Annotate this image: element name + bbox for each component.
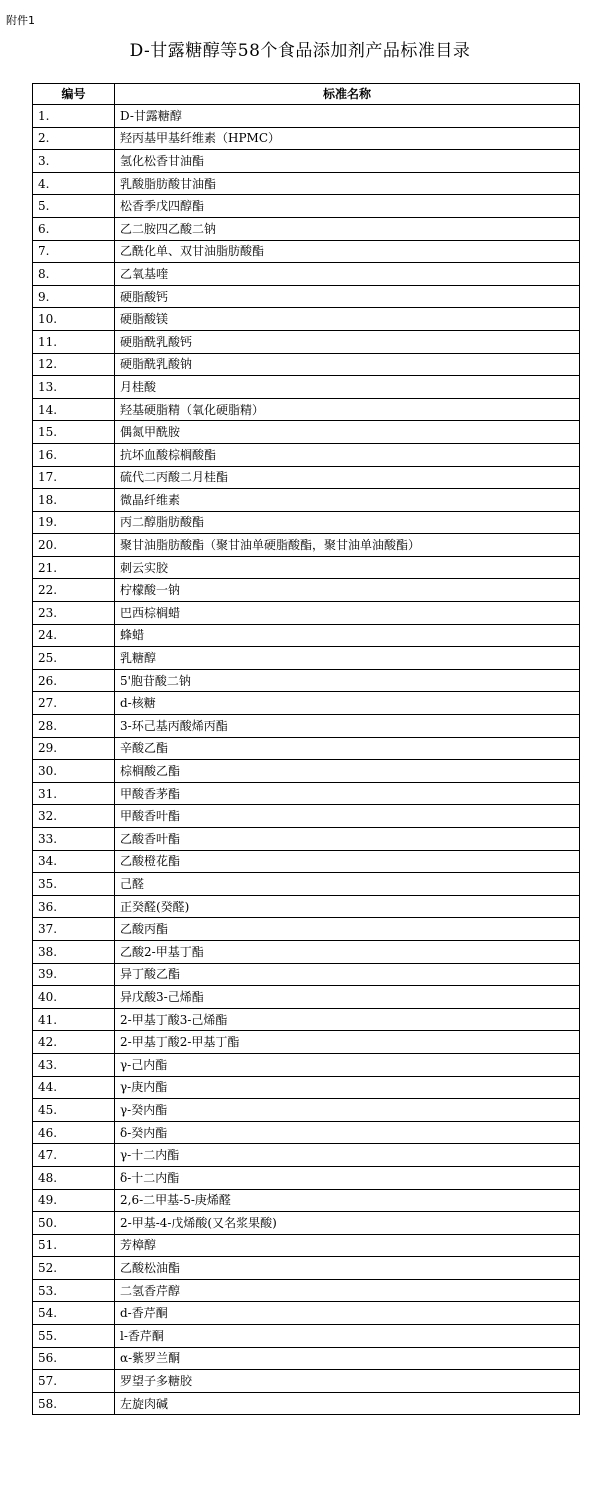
table-row [33, 1234, 580, 1257]
row-standard-name: d-香芹酮 [115, 1302, 580, 1325]
row-number: 2. [33, 127, 115, 150]
table-row [33, 1325, 580, 1348]
row-standard-name: δ-癸内酯 [115, 1121, 580, 1144]
table-row [33, 1347, 580, 1370]
table-row [33, 534, 580, 557]
table-row [33, 1302, 580, 1325]
row-standard-name: 棕榈酸乙酯 [115, 760, 580, 783]
row-standard-name: 乙酸丙酯 [115, 918, 580, 941]
row-standard-name: D-甘露糖醇 [115, 105, 580, 128]
row-number: 10. [33, 308, 115, 331]
table-row [33, 1144, 580, 1167]
row-standard-name: 乳酸脂肪酸甘油酯 [115, 172, 580, 195]
row-number: 32. [33, 805, 115, 828]
row-standard-name: 抗坏血酸棕榈酸酯 [115, 443, 580, 466]
header-number: 编号 [33, 84, 115, 105]
row-standard-name: 氢化松香甘油酯 [115, 150, 580, 173]
table-row [33, 127, 580, 150]
table-row [33, 918, 580, 941]
row-number: 46. [33, 1121, 115, 1144]
row-standard-name: 羟基硬脂精（氧化硬脂精） [115, 398, 580, 421]
row-standard-name: 甲酸香叶酯 [115, 805, 580, 828]
table-row [33, 1189, 580, 1212]
row-standard-name: 3-环己基丙酸烯丙酯 [115, 715, 580, 738]
row-number: 8. [33, 263, 115, 286]
row-number: 34. [33, 850, 115, 873]
row-number: 26. [33, 669, 115, 692]
row-number: 22. [33, 579, 115, 602]
row-standard-name: 羟丙基甲基纤维素（HPMC） [115, 127, 580, 150]
table-row [33, 285, 580, 308]
row-number: 21. [33, 556, 115, 579]
row-number: 33. [33, 828, 115, 851]
row-number: 23. [33, 602, 115, 625]
table-row [33, 1031, 580, 1054]
standards-table [32, 83, 580, 1415]
row-standard-name: 蜂蜡 [115, 624, 580, 647]
row-number: 5. [33, 195, 115, 218]
row-number: 1. [33, 105, 115, 128]
table-row [33, 217, 580, 240]
row-standard-name: γ-己内酯 [115, 1053, 580, 1076]
row-standard-name: γ-癸内酯 [115, 1099, 580, 1122]
table-row [33, 828, 580, 851]
row-number: 58. [33, 1392, 115, 1415]
row-standard-name: 5'胞苷酸二钠 [115, 669, 580, 692]
row-standard-name: 左旋肉碱 [115, 1392, 580, 1415]
row-number: 35. [33, 873, 115, 896]
row-standard-name: 聚甘油脂肪酸酯（聚甘油单硬脂酸酯，聚甘油单油酸酯） [115, 534, 580, 557]
table-row [33, 624, 580, 647]
table-row [33, 330, 580, 353]
table-row [33, 353, 580, 376]
table-row [33, 195, 580, 218]
table-row [33, 1370, 580, 1393]
row-number: 3. [33, 150, 115, 173]
row-number: 50. [33, 1212, 115, 1235]
table-row [33, 172, 580, 195]
row-number: 14. [33, 398, 115, 421]
table-row [33, 805, 580, 828]
row-number: 7. [33, 240, 115, 263]
row-standard-name: 2-甲基丁酸2-甲基丁酯 [115, 1031, 580, 1054]
row-number: 30. [33, 760, 115, 783]
table-row [33, 986, 580, 1009]
row-standard-name: 硬脂酰乳酸钠 [115, 353, 580, 376]
row-standard-name: 乙酸橙花酯 [115, 850, 580, 873]
table-row [33, 873, 580, 896]
table-row [33, 669, 580, 692]
row-standard-name: γ-十二内酯 [115, 1144, 580, 1167]
row-number: 16. [33, 443, 115, 466]
table-row [33, 895, 580, 918]
row-number: 38. [33, 940, 115, 963]
row-number: 54. [33, 1302, 115, 1325]
table-row [33, 692, 580, 715]
row-number: 48. [33, 1166, 115, 1189]
row-number: 55. [33, 1325, 115, 1348]
row-number: 47. [33, 1144, 115, 1167]
table-row [33, 1279, 580, 1302]
row-standard-name: 乳糖醇 [115, 647, 580, 670]
table-row [33, 1212, 580, 1235]
table-row [33, 940, 580, 963]
table-row [33, 1099, 580, 1122]
header-standard-name: 标准名称 [115, 84, 580, 105]
row-number: 42. [33, 1031, 115, 1054]
row-number: 45. [33, 1099, 115, 1122]
row-number: 40. [33, 986, 115, 1009]
row-standard-name: 微晶纤维素 [115, 489, 580, 512]
row-number: 41. [33, 1008, 115, 1031]
row-standard-name: 2-甲基-4-戊烯酸(又名浆果酸) [115, 1212, 580, 1235]
row-number: 17. [33, 466, 115, 489]
row-number: 31. [33, 782, 115, 805]
row-standard-name: 乙酸松油酯 [115, 1257, 580, 1280]
table-row [33, 1076, 580, 1099]
table-row [33, 715, 580, 738]
table-row [33, 1392, 580, 1415]
row-standard-name: 芳樟醇 [115, 1234, 580, 1257]
table-row [33, 308, 580, 331]
row-number: 11. [33, 330, 115, 353]
row-number: 18. [33, 489, 115, 512]
row-standard-name: 乙酸香叶酯 [115, 828, 580, 851]
table-row [33, 105, 580, 128]
row-number: 12. [33, 353, 115, 376]
row-standard-name: 乙二胺四乙酸二钠 [115, 217, 580, 240]
row-standard-name: 异丁酸乙酯 [115, 963, 580, 986]
table-row [33, 489, 580, 512]
table-row [33, 602, 580, 625]
row-number: 19. [33, 511, 115, 534]
table-row [33, 1257, 580, 1280]
row-standard-name: 刺云实胶 [115, 556, 580, 579]
row-standard-name: 异戊酸3-己烯酯 [115, 986, 580, 1009]
row-number: 56. [33, 1347, 115, 1370]
row-number: 13. [33, 376, 115, 399]
row-standard-name: 硫代二丙酸二月桂酯 [115, 466, 580, 489]
row-number: 43. [33, 1053, 115, 1076]
table-row [33, 511, 580, 534]
row-standard-name: 硬脂酸镁 [115, 308, 580, 331]
row-standard-name: 巴西棕榈蜡 [115, 602, 580, 625]
row-standard-name: 偶氮甲酰胺 [115, 421, 580, 444]
table-row [33, 579, 580, 602]
row-standard-name: 罗望子多糖胶 [115, 1370, 580, 1393]
row-standard-name: 二氢香芹醇 [115, 1279, 580, 1302]
table-row [33, 1166, 580, 1189]
row-number: 57. [33, 1370, 115, 1393]
row-standard-name: 己醛 [115, 873, 580, 896]
table-row [33, 240, 580, 263]
table-row [33, 421, 580, 444]
table-row [33, 376, 580, 399]
document-title: D-甘露糖醇等58个食品添加剂产品标准目录 [129, 41, 471, 61]
row-number: 15. [33, 421, 115, 444]
table-header-row [33, 84, 580, 105]
row-standard-name: 2,6-二甲基-5-庚烯醛 [115, 1189, 580, 1212]
table-row [33, 963, 580, 986]
row-number: 49. [33, 1189, 115, 1212]
table-row [33, 466, 580, 489]
row-standard-name: d-核糖 [115, 692, 580, 715]
row-number: 52. [33, 1257, 115, 1280]
row-standard-name: δ-十二内酯 [115, 1166, 580, 1189]
row-number: 20. [33, 534, 115, 557]
row-number: 27. [33, 692, 115, 715]
row-number: 28. [33, 715, 115, 738]
table-row [33, 760, 580, 783]
table-row [33, 647, 580, 670]
row-number: 53. [33, 1279, 115, 1302]
table-row [33, 443, 580, 466]
row-standard-name: 乙酰化单、双甘油脂肪酸酯 [115, 240, 580, 263]
table-row [33, 782, 580, 805]
table-row [33, 850, 580, 873]
row-standard-name: 乙酸2-甲基丁酯 [115, 940, 580, 963]
row-number: 36. [33, 895, 115, 918]
table-row [33, 150, 580, 173]
table-row [33, 1121, 580, 1144]
row-standard-name: 松香季戊四醇酯 [115, 195, 580, 218]
row-standard-name: 辛酸乙酯 [115, 737, 580, 760]
row-number: 44. [33, 1076, 115, 1099]
row-standard-name: 月桂酸 [115, 376, 580, 399]
row-number: 4. [33, 172, 115, 195]
row-number: 51. [33, 1234, 115, 1257]
row-number: 25. [33, 647, 115, 670]
table-row [33, 737, 580, 760]
annex-label: 附件1 [6, 14, 35, 27]
table-row [33, 556, 580, 579]
row-standard-name: 丙二醇脂肪酸酯 [115, 511, 580, 534]
row-standard-name: 硬脂酰乳酸钙 [115, 330, 580, 353]
row-standard-name: γ-庚内酯 [115, 1076, 580, 1099]
table-row [33, 1053, 580, 1076]
table-body [33, 105, 580, 1415]
row-standard-name: 乙氧基喹 [115, 263, 580, 286]
row-standard-name: 2-甲基丁酸3-己烯酯 [115, 1008, 580, 1031]
row-number: 29. [33, 737, 115, 760]
row-number: 9. [33, 285, 115, 308]
row-number: 24. [33, 624, 115, 647]
row-standard-name: 柠檬酸一钠 [115, 579, 580, 602]
row-number: 6. [33, 217, 115, 240]
row-standard-name: 正癸醛(癸醛) [115, 895, 580, 918]
row-standard-name: l-香芹酮 [115, 1325, 580, 1348]
row-standard-name: 硬脂酸钙 [115, 285, 580, 308]
row-standard-name: 甲酸香茅酯 [115, 782, 580, 805]
row-standard-name: α-紫罗兰酮 [115, 1347, 580, 1370]
table-row [33, 1008, 580, 1031]
table-row [33, 263, 580, 286]
row-number: 39. [33, 963, 115, 986]
table-row [33, 398, 580, 421]
row-number: 37. [33, 918, 115, 941]
